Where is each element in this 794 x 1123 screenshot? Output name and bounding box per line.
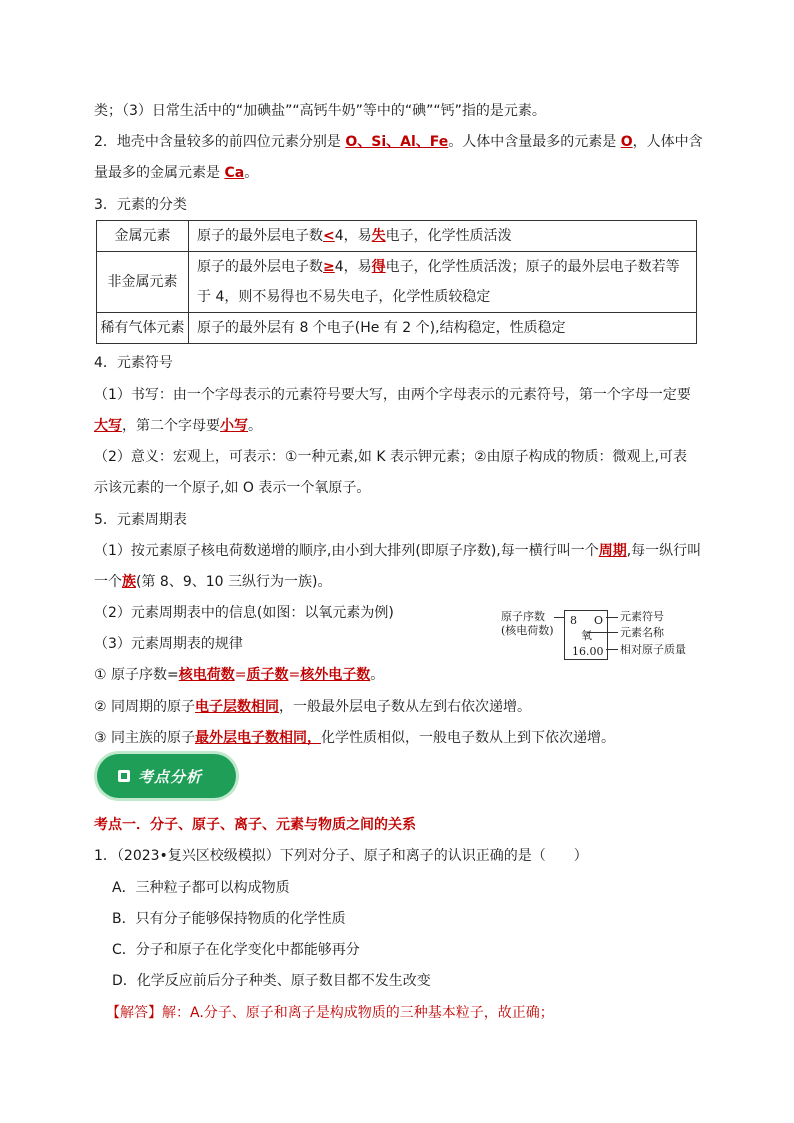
- section-title-symbols: 4．元素符号: [94, 355, 173, 371]
- element-name: 氧: [581, 629, 592, 642]
- section-heading: 考点一．分子、原子、离子、元素与物质之间的关系: [94, 817, 416, 833]
- paragraph-writing-cont: [94, 416, 262, 436]
- table-cell: 原子的最外层有 8 个电子(He 有 2 个),结构稳定，性质稳定: [189, 313, 697, 344]
- exam-analysis-badge: [97, 754, 236, 798]
- question-stem: 1．（2023•复兴区校级模拟）下列对分子、原子和离子的认识正确的是（ ）: [94, 848, 588, 864]
- answer-explanation: [106, 1003, 554, 1023]
- paragraph-crust-elements-cont: [94, 163, 258, 183]
- answer-blank: 失: [371, 228, 386, 244]
- atomic-number: 8: [570, 614, 577, 627]
- text: (第 8、9、10 三纵行为一族)。: [136, 574, 332, 590]
- badge-label: 考点分析: [138, 768, 203, 786]
- table-cell-head: 稀有气体元素: [97, 313, 189, 344]
- answer-blank: <: [323, 228, 335, 244]
- text: ① 原子序数=: [94, 667, 179, 683]
- element-symbol: O: [594, 614, 604, 627]
- answer-text: 解：A.分子、原子和离子是构成物质的三种基本粒子，故正确；: [162, 1005, 554, 1021]
- document-icon: [118, 770, 130, 782]
- text: 。: [248, 418, 262, 434]
- answer-blank: 电子层数相同: [195, 699, 280, 715]
- answer-tag: 【解答】: [106, 1005, 162, 1021]
- text: 。: [370, 667, 385, 683]
- paragraph-meaning: （2）意义：宏观上，可表示：①一种元素,如 K 表示钾元素；②由原子构成的物质：微观上,可表: [94, 449, 687, 465]
- label-mass: 相对原子质量: [620, 643, 686, 656]
- answer-blank: Ca: [224, 165, 245, 181]
- option-c: C．分子和原子在化学变化中都能够再分: [112, 942, 360, 958]
- text: ,每一纵行叫: [626, 543, 702, 559]
- label-nuclear-charge: (核电荷数): [501, 624, 554, 637]
- text: （1）按元素原子核电荷数递增的顺序,由小到大排列(即原子序数),每一横行叫一个: [94, 543, 599, 559]
- table-cell: [189, 221, 697, 252]
- element-classification-table: [96, 220, 697, 344]
- table-row: [97, 252, 697, 313]
- label-name: 元素名称: [620, 626, 664, 639]
- pointer-line: [606, 617, 618, 618]
- atomic-mass: 16.00: [572, 645, 604, 658]
- table-cell-head: 非金属元素: [97, 252, 189, 313]
- periodic-cell-diagram: [497, 607, 697, 661]
- text: 4，易: [334, 228, 372, 244]
- answer-blank: O、Si、Al、Fe: [345, 134, 449, 150]
- text: ，第二个字母要: [122, 418, 220, 434]
- answer-blank: 族: [122, 574, 136, 590]
- text: ② 同周期的原子: [94, 699, 196, 715]
- answer-blank: 最外层电子数相同，: [195, 730, 322, 746]
- rule-same-period: [94, 697, 531, 717]
- table-cell: [189, 252, 697, 313]
- answer-blank: O: [620, 134, 633, 150]
- answer-blank: ≥: [323, 259, 335, 275]
- label-atomic-number: 原子序数: [501, 610, 545, 623]
- text: 电子，化学性质活泼: [385, 228, 512, 244]
- text: =: [234, 667, 247, 683]
- answer-blank: 周期: [598, 543, 627, 559]
- text: 电子，化学性质活泼；原子的最外层电子数若等: [385, 259, 680, 275]
- section-title-classification: 3．元素的分类: [94, 197, 187, 213]
- answer-blank: 得: [371, 259, 386, 275]
- text: 4，易: [334, 259, 372, 275]
- paragraph-periodic-order-cont: [94, 572, 331, 592]
- label-symbol: 元素符号: [620, 610, 664, 623]
- paragraph-periodic-rules: （3）元素周期表的规律: [94, 636, 243, 652]
- answer-blank: 质子数: [246, 667, 289, 683]
- text: ，人体中含: [632, 134, 703, 150]
- table-row: [97, 221, 697, 252]
- text: 。人体中含量最多的元素是: [448, 134, 621, 150]
- table-row: [97, 313, 697, 344]
- rule-same-group: [94, 728, 615, 748]
- text: 2．地壳中含量较多的前四位元素分别是: [94, 134, 346, 150]
- text: 量最多的金属元素是: [94, 165, 225, 181]
- paragraph-crust-elements: [94, 132, 703, 152]
- option-b: B．只有分子能够保持物质的化学性质: [112, 911, 346, 927]
- periodic-cell-box: [564, 610, 608, 660]
- text: 一个: [94, 574, 122, 590]
- section-title-periodic-table: 5．元素周期表: [94, 512, 187, 528]
- rule-atomic-number: [94, 665, 384, 685]
- option-a: A．三种粒子都可以构成物质: [112, 880, 290, 896]
- paragraph-meaning-cont: 示该元素的一个原子,如 O 表示一个氧原子。: [94, 480, 371, 496]
- text: 。: [244, 165, 259, 181]
- paragraph-writing: （1）书写：由一个字母表示的元素符号要大写，由两个字母表示的元素符号，第一个字母一定要: [94, 387, 691, 403]
- text: 原子的最外层电子数: [197, 259, 323, 275]
- answer-blank: 小写: [220, 418, 248, 434]
- pointer-line: [554, 617, 564, 618]
- paragraph-periodic-info: （2）元素周期表中的信息(如图：以氧元素为例): [94, 605, 394, 621]
- answer-blank: 大写: [94, 418, 122, 434]
- pointer-line: [606, 649, 618, 650]
- paragraph-element-class: 类；（3）日常生活中的“加碘盐”“高钙牛奶”等中的“碘”“钙”指的是元素。: [94, 103, 546, 119]
- paragraph-periodic-order: [94, 541, 701, 561]
- text: ，一般最外层电子数从左到右依次递增。: [279, 699, 532, 715]
- text: 化学性质相似，一般电子数从上到下依次递增。: [321, 730, 616, 746]
- text: ③ 同主族的原子: [94, 730, 196, 746]
- pointer-line: [587, 632, 618, 633]
- text: =: [288, 667, 301, 683]
- table-cell-head: 金属元素: [97, 221, 189, 252]
- answer-blank: 核电荷数: [178, 667, 235, 683]
- text: 于 4，则不易得也不易失电子，化学性质较稳定: [197, 289, 491, 305]
- option-d: D．化学反应前后分子种类、原子数目都不发生改变: [112, 973, 431, 989]
- answer-blank: 核外电子数: [300, 667, 371, 683]
- text: 原子的最外层电子数: [197, 228, 323, 244]
